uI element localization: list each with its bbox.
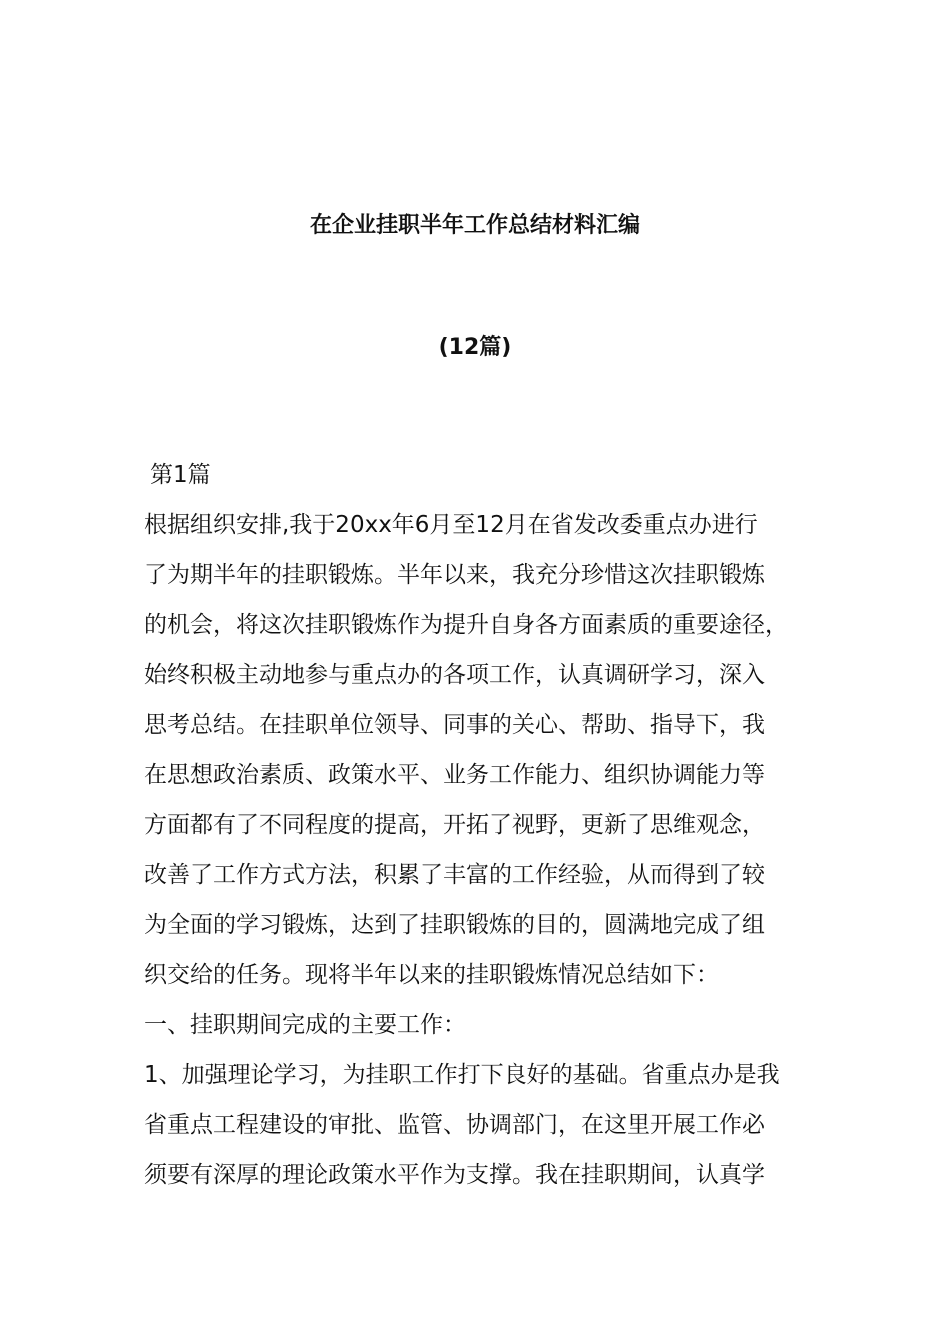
paragraph-line: 根据组织安排,我于20xx年6月至12月在省发改委重点办进行	[144, 512, 758, 538]
paragraph-line: 改善了工作方式方法，积累了丰富的工作经验，从而得到了较	[144, 862, 765, 888]
paragraph-line: 方面都有了不同程度的提高，开拓了视野，更新了思维观念，	[144, 812, 765, 838]
paragraph-line: 织交给的任务。现将半年以来的挂职锻炼情况总结如下：	[144, 962, 719, 988]
paragraph-line: 为全面的学习锻炼，达到了挂职锻炼的目的，圆满地完成了组	[144, 912, 765, 938]
document-title: 在企业挂职半年工作总结材料汇编	[309, 213, 640, 238]
paragraph-line: 始终积极主动地参与重点办的各项工作，认真调研学习，深入	[144, 662, 765, 688]
paragraph-line: 省重点工程建设的审批、监管、协调部门，在这里开展工作必	[144, 1112, 765, 1138]
paragraph-line: 1、加强理论学习，为挂职工作打下良好的基础。省重点办是我	[144, 1062, 780, 1088]
paragraph-line: 思考总结。在挂职单位领导、同事的关心、帮助、指导下，我	[144, 712, 765, 738]
document-body	[144, 450, 824, 1200]
section-heading-line: 一、挂职期间完成的主要工作：	[144, 1012, 466, 1038]
paragraph-line: 了为期半年的挂职锻炼。半年以来，我充分珍惜这次挂职锻炼	[144, 562, 765, 588]
section-heading: 第1篇	[150, 462, 211, 488]
paragraph-line: 须要有深厚的理论政策水平作为支撑。我在挂职期间，认真学	[144, 1162, 765, 1188]
paragraph-line: 在思想政治素质、政策水平、业务工作能力、组织协调能力等	[144, 762, 765, 788]
document-subtitle: (12篇)	[438, 335, 512, 360]
paragraph-line: 的机会，将这次挂职锻炼作为提升自身各方面素质的重要途径，	[144, 612, 788, 638]
